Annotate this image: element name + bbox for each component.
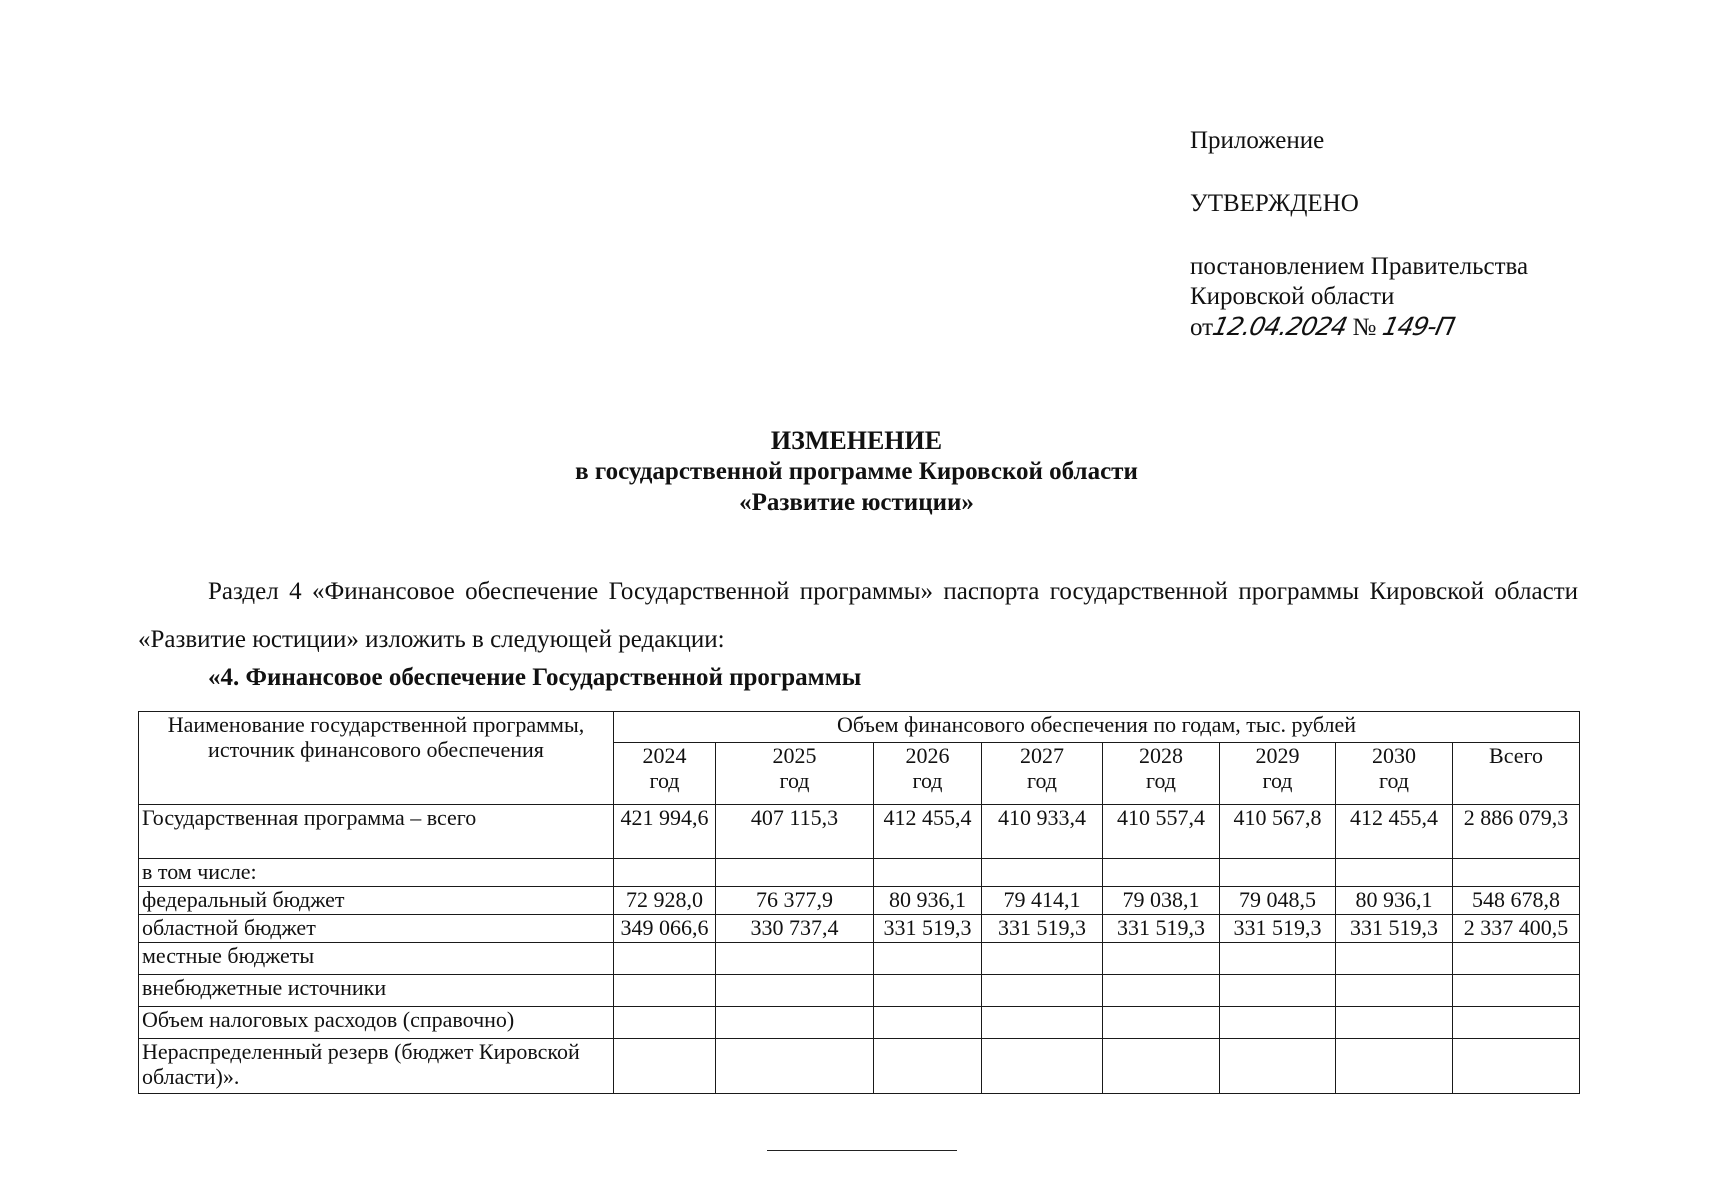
appendix-label: Приложение xyxy=(1190,127,1325,154)
row-value-cell xyxy=(1336,1039,1453,1094)
row-value-cell xyxy=(982,943,1103,975)
row-total-cell xyxy=(1453,975,1580,1007)
total-header-cell: Всего xyxy=(1453,743,1580,805)
row-value-cell xyxy=(982,859,1103,887)
row-value-cell xyxy=(1220,859,1336,887)
year-unit: год xyxy=(779,768,810,794)
row-value-cell xyxy=(1103,943,1220,975)
row-name-cell: областной бюджет xyxy=(139,915,614,943)
handwritten-date: 12.04.2024 xyxy=(1210,312,1350,341)
row-value-cell xyxy=(874,943,982,975)
row-value-cell xyxy=(982,975,1103,1007)
row-value-cell xyxy=(716,859,874,887)
row-value-cell xyxy=(874,859,982,887)
year-header-cell xyxy=(1336,743,1453,805)
row-value-cell: 412 455,4 xyxy=(1336,805,1453,859)
row-value-cell: 410 557,4 xyxy=(1103,805,1220,859)
row-value-cell: 331 519,3 xyxy=(1336,915,1453,943)
year-unit: год xyxy=(649,768,680,794)
row-value-cell xyxy=(716,975,874,1007)
row-total-cell xyxy=(1453,1007,1580,1039)
approval-date-line xyxy=(1190,312,1528,343)
handwritten-number: 149-П xyxy=(1379,312,1457,341)
approval-line-2: Кировской области xyxy=(1190,283,1395,310)
row-value-cell: 80 936,1 xyxy=(1336,887,1453,915)
approved-label: УТВЕРЖДЕНО xyxy=(1190,190,1359,217)
row-value-cell: 72 928,0 xyxy=(614,887,716,915)
year-unit: год xyxy=(1145,768,1177,794)
row-value-cell xyxy=(1103,1039,1220,1094)
row-name-cell: в том числе: xyxy=(139,859,614,887)
table-row xyxy=(139,887,1580,915)
year-unit: год xyxy=(912,768,943,794)
year-label: 2027 xyxy=(1020,743,1064,769)
row-value-cell xyxy=(716,1039,874,1094)
year-label: 2028 xyxy=(1139,743,1183,769)
row-value-cell xyxy=(982,1007,1103,1039)
table-row xyxy=(139,859,1580,887)
year-unit: год xyxy=(1378,768,1410,794)
row-value-cell xyxy=(1220,975,1336,1007)
row-value-cell: 331 519,3 xyxy=(1103,915,1220,943)
date-prefix: от xyxy=(1190,314,1214,341)
row-value-cell: 80 936,1 xyxy=(874,887,982,915)
paragraph-text: Раздел 4 «Финансовое обеспечение Государственной программы» паспорта государственной программы Кировской области «Развитие юстиции» изложить в следующей редакции: xyxy=(138,578,1578,653)
document-title xyxy=(0,425,1713,518)
title-line-3: «Развитие юстиции» xyxy=(739,489,974,516)
row-value-cell xyxy=(1336,975,1453,1007)
row-value-cell xyxy=(614,1039,716,1094)
row-value-cell xyxy=(1103,859,1220,887)
approval-line-1: постановлением Правительства xyxy=(1190,253,1529,280)
year-header-cell xyxy=(1220,743,1336,805)
row-value-cell xyxy=(614,943,716,975)
year-label: 2029 xyxy=(1255,743,1300,769)
year-header-cell xyxy=(874,743,982,805)
year-unit: год xyxy=(1026,768,1058,794)
table-row xyxy=(139,1007,1580,1039)
financial-table xyxy=(138,711,1580,1094)
number-prefix: № xyxy=(1352,314,1377,341)
row-value-cell xyxy=(1220,943,1336,975)
row-value-cell: 410 567,8 xyxy=(1220,805,1336,859)
year-label: 2025 xyxy=(772,743,817,769)
row-value-cell: 407 115,3 xyxy=(716,805,874,859)
row-name-cell: Государственная программа – всего xyxy=(139,805,614,859)
row-value-cell xyxy=(614,1007,716,1039)
body-paragraph xyxy=(138,568,1578,664)
row-value-cell: 79 414,1 xyxy=(982,887,1103,915)
row-total-cell xyxy=(1453,1039,1580,1094)
row-value-cell: 331 519,3 xyxy=(982,915,1103,943)
row-value-cell xyxy=(716,943,874,975)
year-header-cell xyxy=(982,743,1103,805)
table-row xyxy=(139,975,1580,1007)
title-line-1: ИЗМЕНЕНИЕ xyxy=(770,426,943,455)
row-value-cell xyxy=(614,859,716,887)
row-value-cell: 76 377,9 xyxy=(716,887,874,915)
row-value-cell: 410 933,4 xyxy=(982,805,1103,859)
row-value-cell xyxy=(874,975,982,1007)
year-header-cell xyxy=(1103,743,1220,805)
year-label: 2024 xyxy=(642,743,687,769)
row-name-cell: федеральный бюджет xyxy=(139,887,614,915)
row-value-cell xyxy=(1336,859,1453,887)
row-value-cell: 330 737,4 xyxy=(716,915,874,943)
row-name-cell: местные бюджеты xyxy=(139,943,614,975)
year-label: 2030 xyxy=(1372,743,1416,769)
row-value-cell: 79 038,1 xyxy=(1103,887,1220,915)
row-name-cell: Нераспределенный резерв (бюджет Кировской области)». xyxy=(139,1039,614,1094)
row-value-cell: 412 455,4 xyxy=(874,805,982,859)
row-value-cell xyxy=(982,1039,1103,1094)
row-total-cell xyxy=(1453,943,1580,975)
row-value-cell: 79 048,5 xyxy=(1220,887,1336,915)
row-value-cell xyxy=(1220,1007,1336,1039)
row-value-cell: 349 066,6 xyxy=(614,915,716,943)
year-label: 2026 xyxy=(905,743,950,769)
row-value-cell xyxy=(874,1007,982,1039)
row-name-cell: внебюджетные источники xyxy=(139,975,614,1007)
row-value-cell xyxy=(1336,1007,1453,1039)
table-body xyxy=(139,805,1580,1094)
footer-divider xyxy=(767,1150,957,1151)
row-value-cell: 331 519,3 xyxy=(874,915,982,943)
section-title: «4. Финансовое обеспечение Государственной программы xyxy=(208,664,862,691)
table-row xyxy=(139,915,1580,943)
row-value-cell: 331 519,3 xyxy=(1220,915,1336,943)
table-row xyxy=(139,943,1580,975)
row-total-cell: 2 337 400,5 xyxy=(1453,915,1580,943)
approval-block xyxy=(1190,126,1528,343)
table-row xyxy=(139,805,1580,859)
table-row xyxy=(139,1039,1580,1094)
row-total-cell xyxy=(1453,859,1580,887)
row-value-cell xyxy=(614,975,716,1007)
header-volume-cell: Объем финансового обеспечения по годам, тыс. рублей xyxy=(614,712,1580,743)
row-value-cell xyxy=(874,1039,982,1094)
year-header-cell xyxy=(614,743,716,805)
header-name-cell: Наименование государственной программы, источник финансового обеспечения xyxy=(139,712,614,805)
row-total-cell: 2 886 079,3 xyxy=(1453,805,1580,859)
year-header-cell xyxy=(716,743,874,805)
title-line-2: в государственной программе Кировской области xyxy=(575,458,1138,485)
row-value-cell xyxy=(1220,1039,1336,1094)
row-value-cell xyxy=(1103,975,1220,1007)
row-value-cell xyxy=(1336,943,1453,975)
row-name-cell: Объем налоговых расходов (справочно) xyxy=(139,1007,614,1039)
year-unit: год xyxy=(1262,768,1293,794)
row-value-cell xyxy=(716,1007,874,1039)
row-total-cell: 548 678,8 xyxy=(1453,887,1580,915)
row-value-cell: 421 994,6 xyxy=(614,805,716,859)
row-value-cell xyxy=(1103,1007,1220,1039)
